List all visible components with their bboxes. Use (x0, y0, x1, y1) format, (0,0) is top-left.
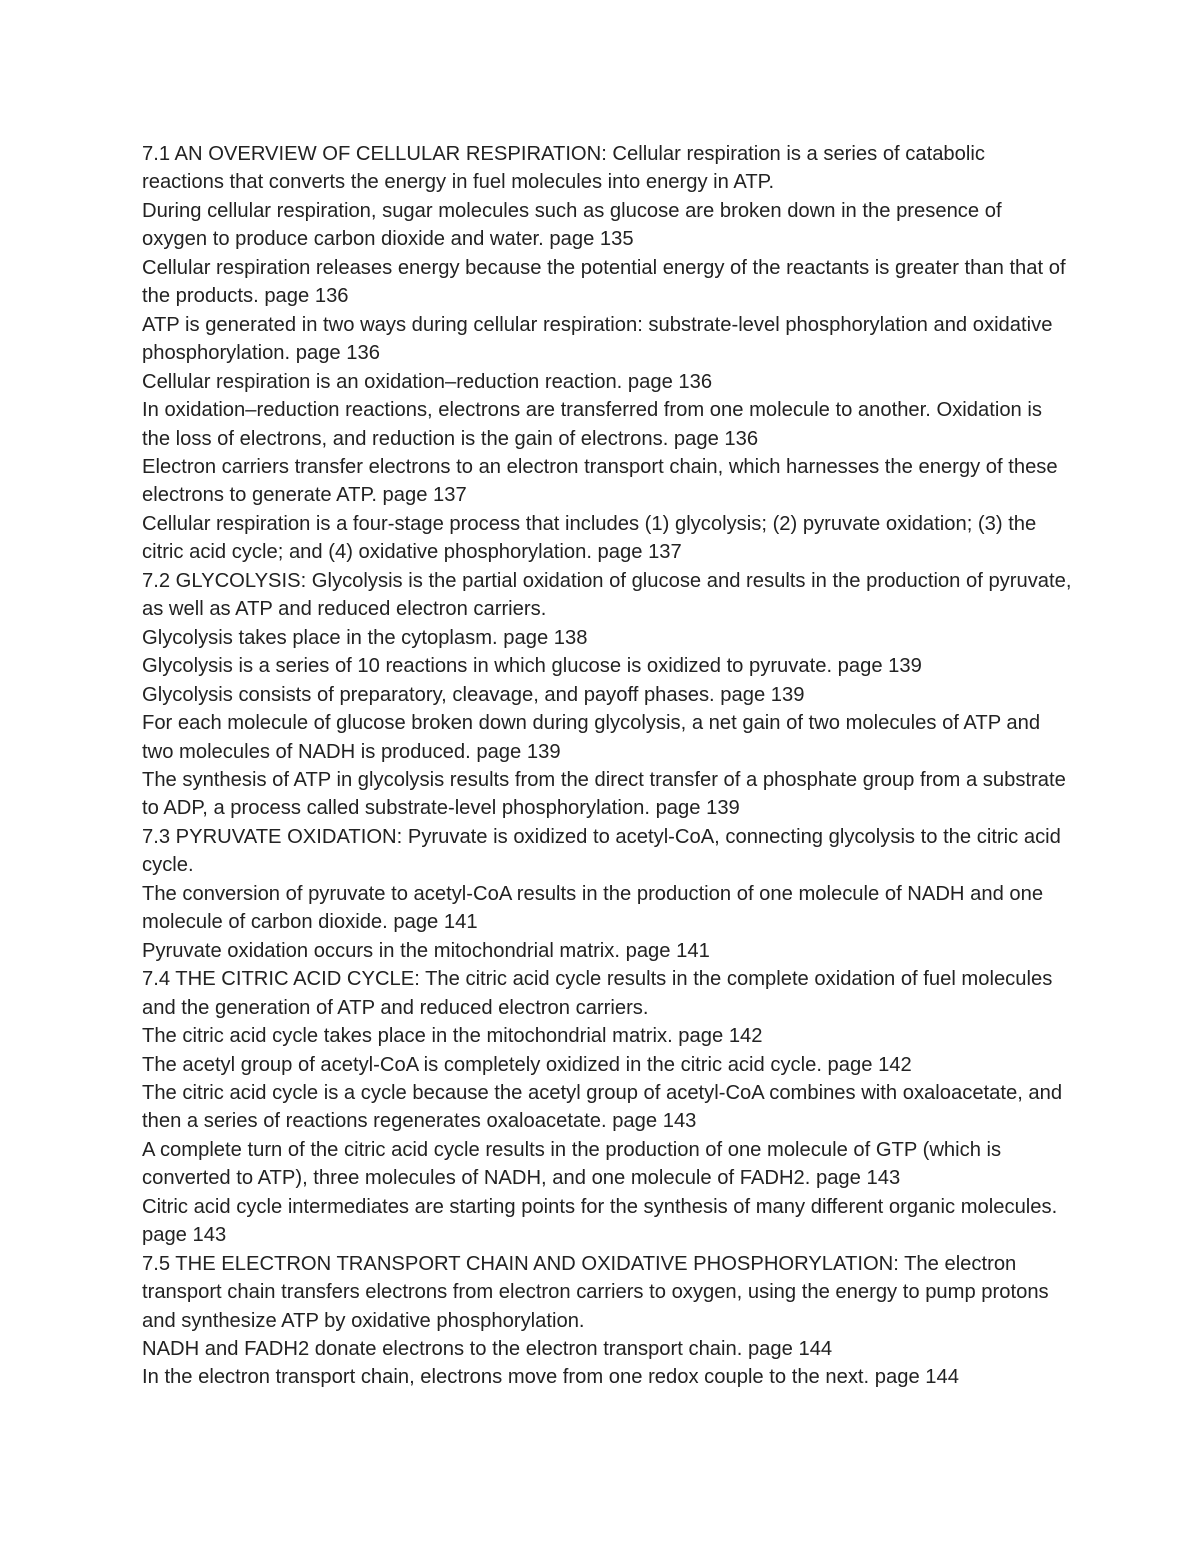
paragraph: The synthesis of ATP in glycolysis results from the direct transfer of a phosphate group from a substrate to ADP, a process called substrate-level phosphorylation. page 139 (142, 768, 1066, 820)
paragraph: Glycolysis takes place in the cytoplasm. page 138 (142, 626, 588, 649)
paragraph: The citric acid cycle is a cycle because the acetyl group of acetyl-CoA combines with oxaloacetate, and then a series of reactions regenerates oxaloacetate. page 143 (142, 1081, 1063, 1133)
paragraph: Pyruvate oxidation occurs in the mitochondrial matrix. page 141 (142, 939, 710, 962)
document-body (142, 140, 1072, 1392)
section-7-4-heading-paragraph: 7.4 THE CITRIC ACID CYCLE: The citric acid cycle results in the complete oxidation of fuel molecules and the generation of ATP and reduced electron carriers. (142, 968, 1053, 1019)
paragraph: Cellular respiration releases energy because the potential energy of the reactants is greater than that of the products. page 136 (142, 256, 1066, 308)
paragraph: The conversion of pyruvate to acetyl-CoA results in the production of one molecule of NADH and one molecule of carbon dioxide. page 141 (142, 882, 1044, 934)
paragraph: Cellular respiration is an oxidation–reduction reaction. page 136 (142, 370, 713, 393)
paragraph: The acetyl group of acetyl-CoA is completely oxidized in the citric acid cycle. page 142 (142, 1053, 912, 1076)
paragraph: For each molecule of glucose broken down during glycolysis, a net gain of two molecules of ATP and two molecules of NADH is produced. page 139 (142, 712, 1041, 763)
paragraph: During cellular respiration, sugar molecules such as glucose are broken down in the presence of oxygen to produce carbon dioxide and water. page 135 (142, 199, 1002, 251)
paragraph: Glycolysis consists of preparatory, cleavage, and payoff phases. page 139 (142, 683, 805, 706)
section-7-3-heading-paragraph: 7.3 PYRUVATE OXIDATION: Pyruvate is oxidized to acetyl-CoA, connecting glycolysis to the citric acid cycle. (142, 825, 1061, 877)
paragraph: Cellular respiration is a four-stage process that includes (1) glycolysis; (2) pyruvate oxidation; (3) the citric acid cycle; and (4) oxidative phosphorylation. page 137 (142, 512, 1037, 564)
paragraph: ATP is generated in two ways during cellular respiration: substrate-level phosphorylation and oxidative phosphorylation. page 136 (142, 313, 1053, 365)
paragraph: Electron carriers transfer electrons to an electron transport chain, which harnesses the energy of these electrons to generate ATP. page 137 (142, 455, 1058, 507)
section-7-5-heading-paragraph: 7.5 THE ELECTRON TRANSPORT CHAIN AND OXIDATIVE PHOSPHORYLATION: The electron transport chain transfers electrons from electron carriers to oxygen, using the energy to pump protons and synthesize ATP by oxidative phosphorylation. (142, 1252, 1049, 1332)
paragraph: In oxidation–reduction reactions, electrons are transferred from one molecule to another. Oxidation is the loss of electrons, and reduction is the gain of electrons. page 136 (142, 399, 1042, 450)
paragraph: Citric acid cycle intermediates are starting points for the synthesis of many different organic molecules. page 143 (142, 1195, 1058, 1247)
paragraph: The citric acid cycle takes place in the mitochondrial matrix. page 142 (142, 1025, 763, 1048)
section-7-2-heading-paragraph: 7.2 GLYCOLYSIS: Glycolysis is the partial oxidation of glucose and results in the production of pyruvate, as well as ATP and reduced electron carriers. (142, 569, 1072, 621)
paragraph: In the electron transport chain, electrons move from one redox couple to the next. page 144 (142, 1366, 959, 1389)
section-7-1-heading-paragraph: 7.1 AN OVERVIEW OF CELLULAR RESPIRATION: Cellular respiration is a series of catabolic reactions that converts the energy in fuel molecules into energy in ATP. (142, 143, 985, 194)
paragraph: A complete turn of the citric acid cycle results in the production of one molecule of GTP (which is converted to ATP), three molecules of NADH, and one molecule of FADH2. page 143 (142, 1138, 1002, 1190)
paragraph: Glycolysis is a series of 10 reactions in which glucose is oxidized to pyruvate. page 139 (142, 655, 922, 678)
paragraph: NADH and FADH2 donate electrons to the electron transport chain. page 144 (142, 1338, 833, 1361)
